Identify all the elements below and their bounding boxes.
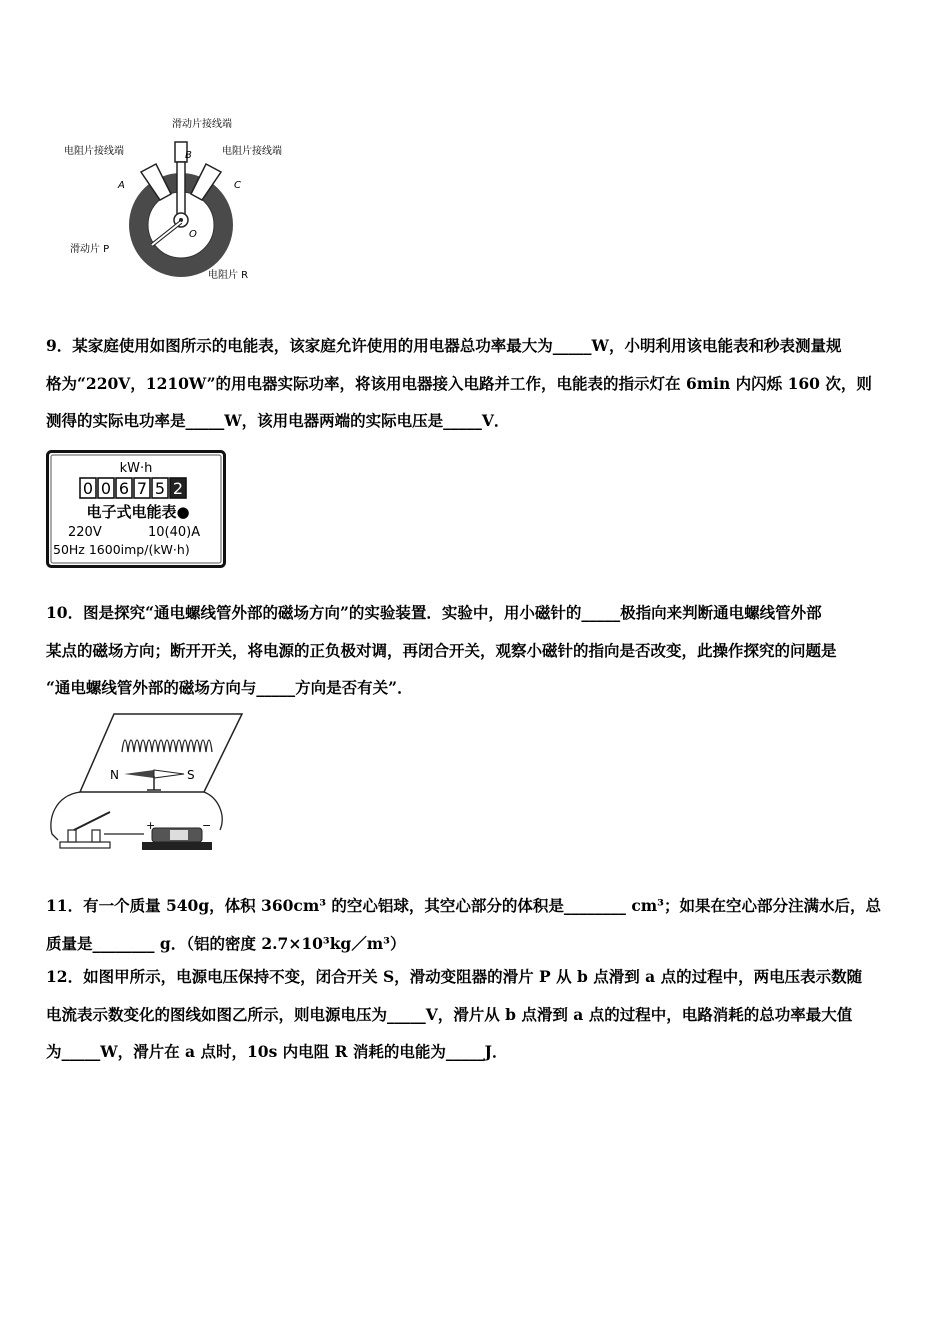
slider-terminal-label: 滑动片接线端: [172, 119, 232, 130]
meter-digit-4: 7: [136, 479, 148, 498]
battery-minus: −: [202, 819, 212, 832]
question-12: [46, 958, 908, 1071]
question-10-line-2: 某点的磁场方向；断开开关，将电源的正负极对调，再闭合开关，观察小磁针的指向是否改变，此操作探究的问题是: [46, 640, 837, 660]
label-o: O: [189, 229, 197, 240]
solenoid-experiment-figure: [44, 712, 244, 854]
question-11-line-1: 11．有一个质量 540g，体积 360cm³ 的空心铝球，其空心部分的体积是________ cm³；如果在空心部分注满水后，总: [46, 896, 881, 915]
meter-digit-1: 0: [82, 479, 94, 498]
resistor-terminal-right-label: 电阻片接线端: [222, 146, 282, 157]
meter-frequency: 50Hz 1600imp/(kW·h): [53, 542, 190, 557]
battery: [142, 819, 212, 850]
question-10: [46, 594, 908, 707]
switch: [60, 812, 110, 848]
resistor-terminal-left-label: 电阻片接线端: [64, 146, 124, 157]
question-10-line-1: 10．图是探究“通电螺线管外部的磁场方向”的实验装置．实验中，用小磁针的_____极指向来判断通电螺线管外部: [46, 603, 822, 622]
meter-current: 10(40)A: [148, 525, 201, 540]
meter-digit-2: 0: [100, 479, 112, 498]
question-12-line-1: 12．如图甲所示，电源电压保持不变，闭合开关 S，滑动变阻器的滑片 P 从 b 点滑到 a 点的过程中，两电压表示数随: [46, 967, 863, 986]
question-10-line-3: “通电螺线管外部的磁场方向与_____方向是否有关”．: [46, 678, 413, 697]
meter-unit: kW·h: [119, 461, 153, 476]
meter-name: 电子式电能表●: [86, 503, 190, 521]
question-11: [46, 887, 908, 962]
meter-digit-5: 5: [154, 479, 166, 498]
slider-p-label: 滑动片 P: [70, 244, 110, 255]
meter-digit-3: 6: [118, 479, 130, 498]
question-9-line-3: 测得的实际电功率是_____W，该用电器两端的实际电压是_____V．: [46, 411, 510, 430]
battery-plus: +: [146, 819, 156, 832]
board: [80, 714, 242, 792]
question-12-line-2: 电流表示数变化的图线如图乙所示，则电源电压为_____V，滑片从 b 点滑到 a 点的过程中，电路消耗的总功率最大值: [46, 1004, 853, 1024]
label-b: B: [185, 150, 192, 161]
label-c: C: [234, 180, 241, 191]
electric-meter-figure: [46, 450, 226, 568]
question-9-line-1: 9．某家庭使用如图所示的电能表，该家庭允许使用的用电器总功率最大为_____W，小明利用该电能表和秒表测量规: [46, 336, 842, 355]
resistor-r-label: 电阻片 R: [208, 270, 249, 281]
meter-digit-6: 2: [172, 479, 184, 498]
slider-shaft: [177, 162, 185, 217]
question-12-line-3: 为_____W，滑片在 a 点时，10s 内电阻 R 消耗的电能为_____J．: [46, 1042, 508, 1061]
potentiometer-figure: [56, 112, 306, 292]
north-label: N: [110, 768, 119, 782]
south-label: S: [187, 768, 195, 782]
question-9: [46, 327, 908, 440]
label-a: A: [118, 180, 125, 191]
question-9-line-2: 格为“220V，1210W”的用电器实际功率，将该用电器接入电路并工作，电能表的指示灯在 6min 内闪烁 160 次，则: [46, 373, 872, 393]
question-11-line-2: 质量是________ g．（铝的密度 2.7×10³kg／m³）: [46, 933, 406, 953]
meter-voltage: 220V: [68, 525, 102, 540]
